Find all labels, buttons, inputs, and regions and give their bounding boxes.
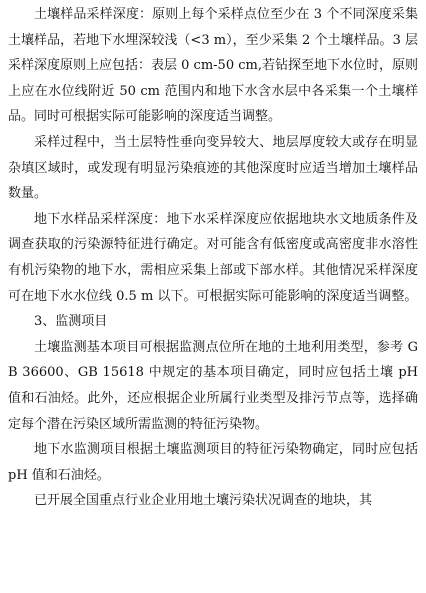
- paragraph-groundwater-monitoring-items: 地下水监测项目根据土壤监测项目的特征污染物确定，同时应包括 pH 值和石油烃。: [8, 442, 418, 483]
- paragraph-sampling-process: 采样过程中，当土层特性垂向变异较大、地层厚度较大或存在明显杂填区域时，或发现有明显污染痕迹的其他深度时应适当增加土壤样品数量。: [8, 134, 418, 202]
- paragraph-surveyed-plots: 已开展全国重点行业企业用地土壤污染状况调查的地块，其: [34, 493, 373, 509]
- section-heading-monitoring-items: 3、监测项目: [34, 314, 108, 330]
- paragraph-soil-monitoring-items: 土壤监测基本项目可根据监测点位所在地的土地利用类型，参考 GB 36600、GB 15618 中规定的基本项目确定，同时应包括土壤 pH 值和石油烃。此外，还应根据企业所属行业类型及排污节点等，选择确定每个潜在污染区域所需监测的特征污染物。: [8, 339, 418, 432]
- paragraph-soil-sampling-depth: 土壤样品采样深度：原则上每个采样点位至少在 3 个不同深度采集土壤样品，若地下水埋深较浅（<3 m），至少采集 2 个土壤样品。3 层采样深度原则上应包括：表层 0 cm-50 cm,若钻探至地下水位时，原则上应在水位线附近 50 cm 范围内和地下水含水层中各采集一个土壤样品。同时可根据实际可能影响的深度适当调整。: [8, 7, 418, 125]
- paragraph-groundwater-sampling-depth: 地下水样品采样深度：地下水采样深度应依据地块水文地质条件及调查获取的污染源特征进行确定。对可能含有低密度或高密度非水溶性有机污染物的地下水，需相应采集上部或下部水样。其他情况采样深度可在地下水水位线 0.5 m 以下。可根据实际可能影响的深度适当调整。: [8, 211, 418, 304]
